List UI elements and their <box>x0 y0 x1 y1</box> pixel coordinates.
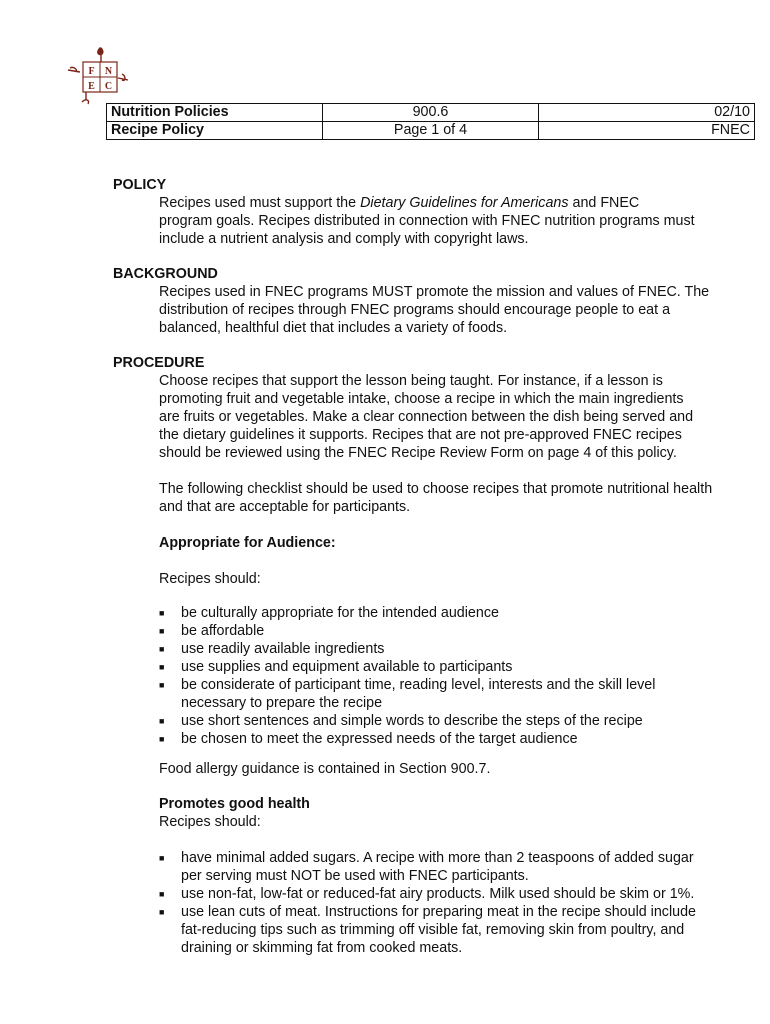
health-bullet-continuation: draining or skimming fat from cooked meats. <box>181 940 463 956</box>
bullet-icon: ■ <box>159 716 165 726</box>
audience-bullet-text: be considerate of participant time, reading level, interests and the skill level <box>181 677 656 693</box>
audience-bullet-text: use short sentences and simple words to describe the steps of the recipe <box>181 713 643 729</box>
health-bullet-text: use lean cuts of meat. Instructions for preparing meat in the recipe should include <box>181 904 696 920</box>
bullet-icon: ■ <box>159 889 165 899</box>
audience-bullet-text: be chosen to meet the expressed needs of the target audience <box>181 731 578 747</box>
audience-bullet-continuation: necessary to prepare the recipe <box>181 695 383 711</box>
policy-header-table <box>106 103 755 140</box>
audience-subheading: Appropriate for Audience: <box>159 535 336 551</box>
bullet-icon: ■ <box>159 734 165 744</box>
bullet-icon: ■ <box>159 907 165 917</box>
policy-number: 900.6 <box>323 104 539 122</box>
health-bullet-text: use non-fat, low-fat or reduced-fat airy products. Milk used should be skim or 1%. <box>181 886 695 902</box>
checklist-intro-line: The following checklist should be used to choose recipes that promote nutritional health <box>159 481 713 497</box>
logo-letter-n: N <box>104 66 113 77</box>
procedure-heading: PROCEDURE <box>113 355 205 371</box>
logo-letter-e: E <box>88 81 95 92</box>
health-bullet-continuation: fat-reducing tips such as trimming off visible fat, removing skin from poultry, and <box>181 922 685 938</box>
policy-heading: POLICY <box>113 177 167 193</box>
policy-date: 02/10 <box>539 104 755 122</box>
policy-line-1c: and FNEC <box>568 195 640 211</box>
background-line: Recipes used in FNEC programs MUST promote the mission and values of FNEC. The <box>159 284 710 300</box>
bullet-icon: ■ <box>159 626 165 636</box>
allergy-note: Food allergy guidance is contained in Section 900.7. <box>159 761 491 777</box>
policy-line-3: include a nutrient analysis and comply with copyright laws. <box>159 231 529 247</box>
policy-category: Nutrition Policies <box>107 104 323 122</box>
audience-bullet-text: be culturally appropriate for the intended audience <box>181 605 499 621</box>
policy-line-1 <box>159 194 639 212</box>
background-line: distribution of recipes through FNEC programs should encourage people to eat a <box>159 302 671 318</box>
recipes-should-label: Recipes should: <box>159 571 261 587</box>
page-indicator: Page 1 of 4 <box>323 122 539 140</box>
audience-bullet-text: use supplies and equipment available to participants <box>181 659 513 675</box>
audience-bullet-text: use readily available ingredients <box>181 641 385 657</box>
policy-org: FNEC <box>539 122 755 140</box>
procedure-line: the dietary guidelines it supports. Recipes that are not pre-approved FNEC recipes <box>159 427 682 443</box>
fnec-logo <box>66 44 132 106</box>
background-heading: BACKGROUND <box>113 266 218 282</box>
health-recipes-should-label: Recipes should: <box>159 814 261 830</box>
logo-letter-f: F <box>88 66 95 77</box>
bullet-icon: ■ <box>159 680 165 690</box>
bullet-icon: ■ <box>159 662 165 672</box>
audience-bullet-text: be affordable <box>181 623 265 639</box>
procedure-line: promoting fruit and vegetable intake, choose a recipe in which the main ingredients <box>159 391 684 407</box>
policy-line-1a: Recipes used must support the <box>159 195 361 211</box>
bullet-icon: ■ <box>159 853 165 863</box>
procedure-line: Choose recipes that support the lesson being taught. For instance, if a lesson is <box>159 373 663 389</box>
health-subheading: Promotes good health <box>159 796 310 812</box>
policy-title: Recipe Policy <box>107 122 323 140</box>
bullet-icon: ■ <box>159 608 165 618</box>
logo-letter-c: C <box>104 81 113 92</box>
header-row-1 <box>107 104 755 122</box>
health-bullet-continuation: per serving must NOT be used with FNEC participants. <box>181 868 529 884</box>
bullet-icon: ■ <box>159 644 165 654</box>
checklist-intro-line: and that are acceptable for participants. <box>159 499 411 515</box>
policy-line-2: program goals. Recipes distributed in connection with FNEC nutrition programs must <box>159 213 695 229</box>
header-row-2 <box>107 122 755 140</box>
background-line: balanced, healthful diet that includes a variety of foods. <box>159 320 508 336</box>
procedure-line: are fruits or vegetables. Make a clear connection between the dish being served and <box>159 409 694 425</box>
health-bullet-text: have minimal added sugars. A recipe with more than 2 teaspoons of added sugar <box>181 850 694 866</box>
procedure-line: should be reviewed using the FNEC Recipe Review Form on page 4 of this policy. <box>159 445 677 461</box>
dietary-guidelines-title: Dietary Guidelines for Americans <box>360 195 569 211</box>
